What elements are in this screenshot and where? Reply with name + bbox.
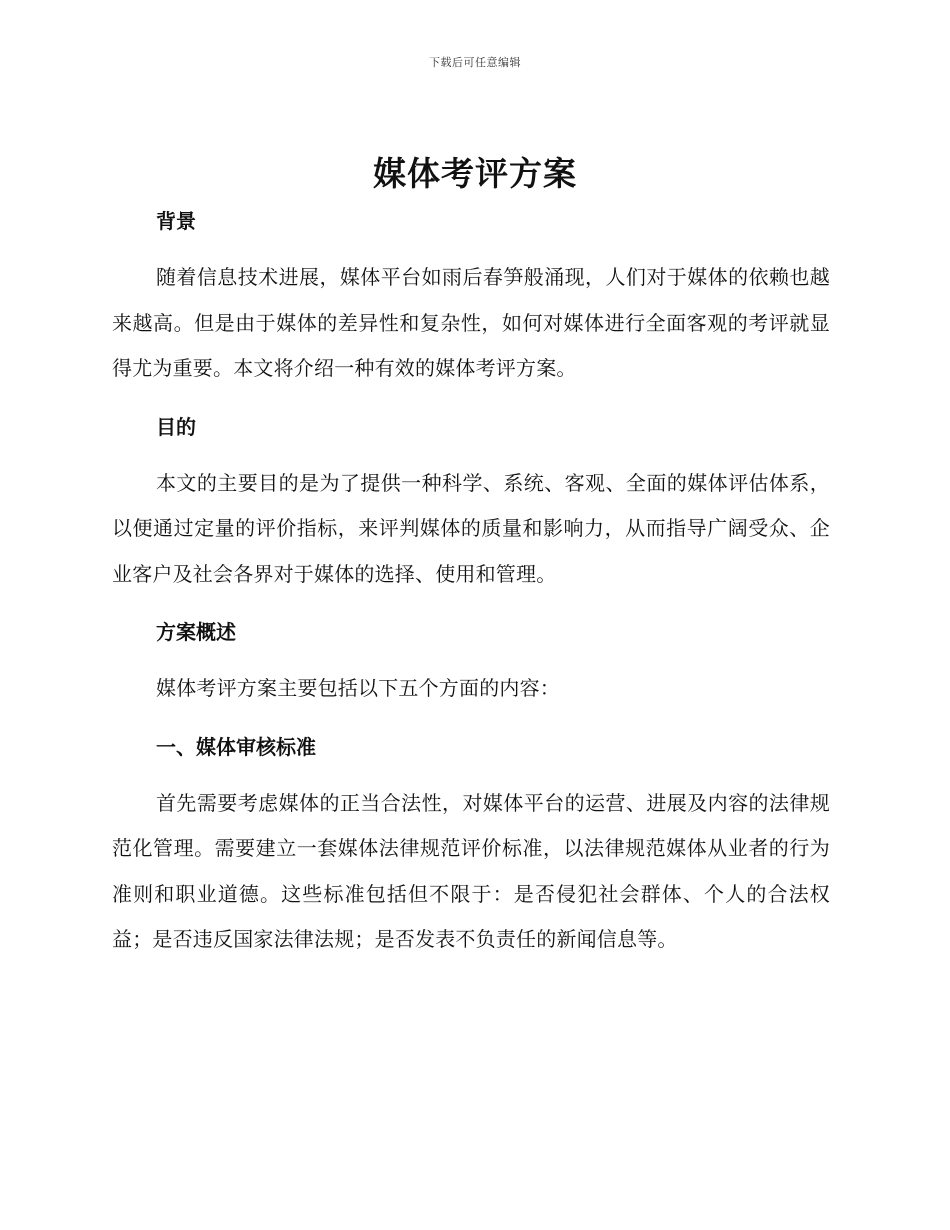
header-note: 下载后可任意编辑 — [429, 56, 521, 69]
section-heading: 背景 — [156, 209, 196, 233]
paragraph: 首先需要考虑媒体的正当合法性，对媒体平台的运营、进展及内容的法律规范化管理。需要建立一套媒体法律规范评价标准，以法律规范媒体从业者的行为准则和职业道德。这些标准包括但不限于：是否侵犯社会群体、个人的合法权益；是否违反国家法律法规；是否发表不负责任的新闻信息等。 — [112, 790, 830, 951]
section-heading: 一、媒体审核标准 — [156, 734, 316, 759]
document-body — [112, 198, 830, 963]
section-audit-standards — [112, 724, 830, 963]
document-title: 媒体考评方案 — [373, 154, 577, 193]
section-heading: 方案概述 — [156, 620, 236, 644]
section-heading: 目的 — [156, 414, 196, 439]
paragraph: 本文的主要目的是为了提供一种科学、系统、客观、全面的媒体评估体系，以便通过定量的评价指标，来评判媒体的质量和影响力，从而指导广阔受众、企业客户及社会各界对于媒体的选择、使用和管理。 — [112, 470, 830, 586]
paragraph: 媒体考评方案主要包括以下五个方面的内容： — [156, 676, 560, 700]
paragraph: 随着信息技术进展，媒体平台如雨后春笋般涌现，人们对于媒体的依赖也越来越高。但是由于媒体的差异性和复杂性，如何对媒体进行全面客观的考评就显得尤为重要。本文将介绍一种有效的媒体考评方案。 — [112, 265, 830, 380]
section-overview — [112, 609, 830, 724]
section-background — [112, 198, 830, 404]
section-purpose — [112, 404, 830, 610]
